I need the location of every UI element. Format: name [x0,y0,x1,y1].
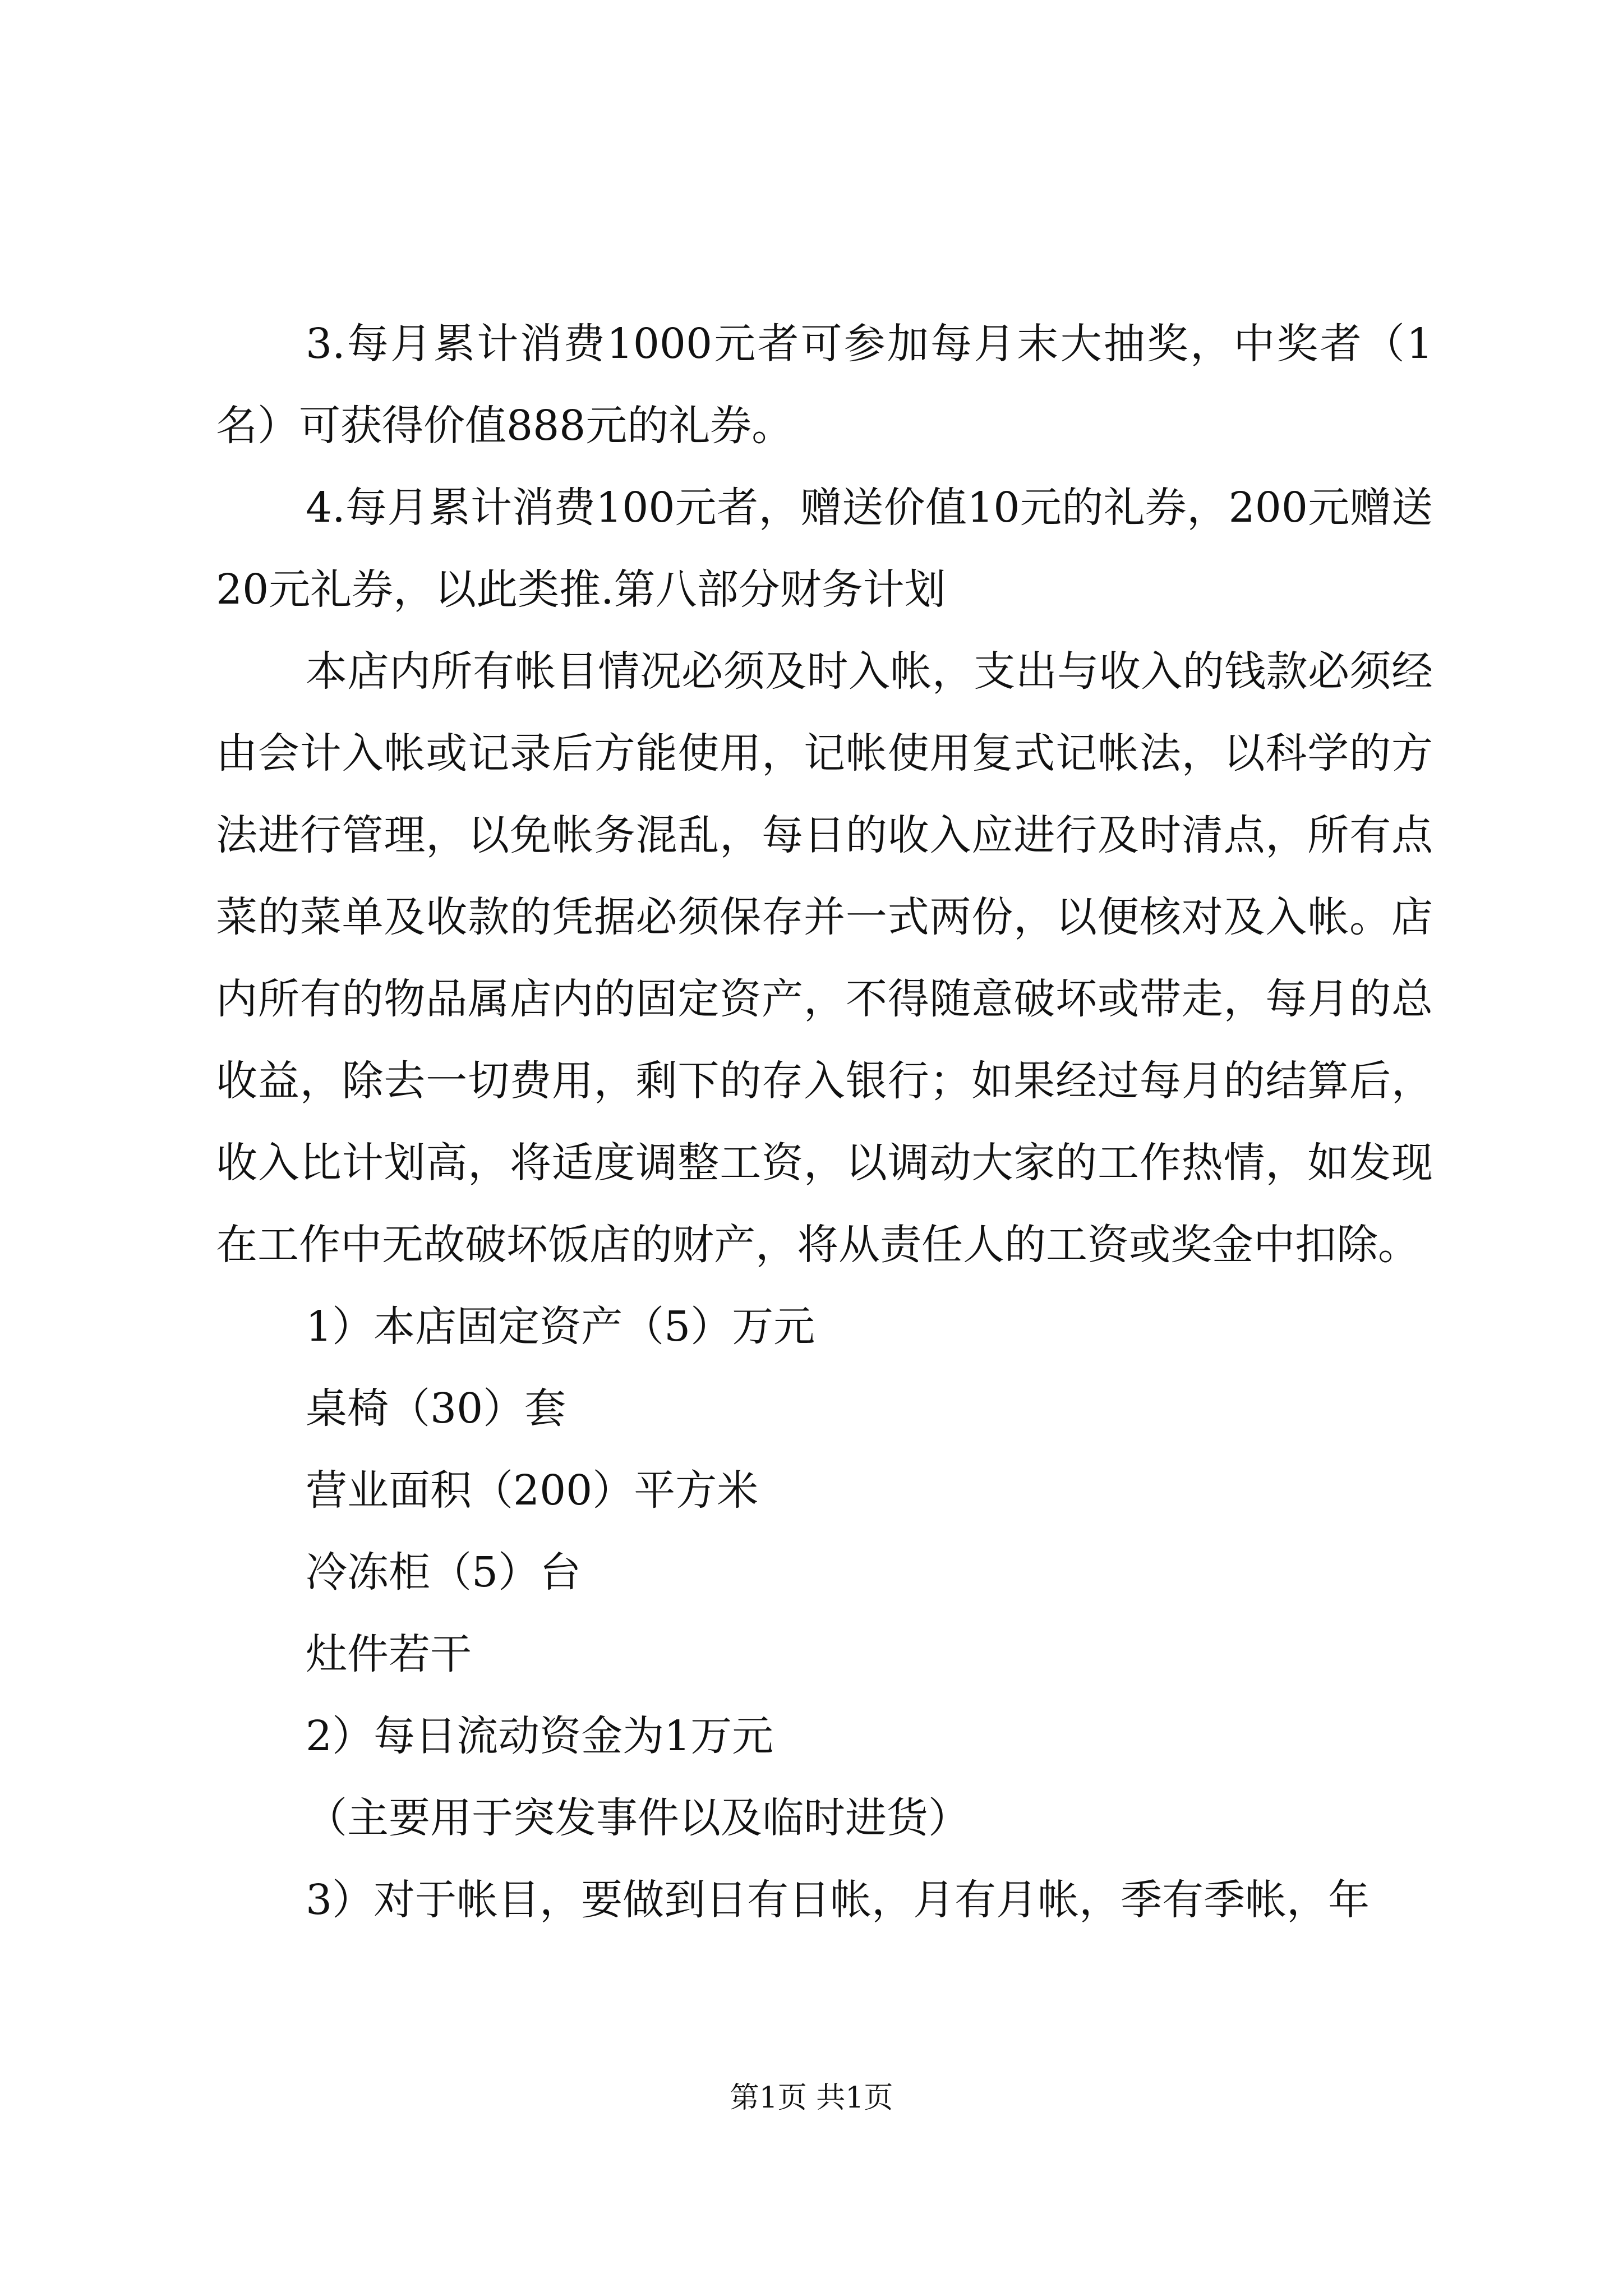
list-item-working-capital: 2）每日流动资金为1万元 [306,1712,774,1760]
paragraph-account-books: 3）对于帐目，要做到日有日帐，月有月帐，季有季帐，年 [306,1876,1370,1924]
list-item-capital-usage: （主要用于突发事件以及临时进货） [306,1794,970,1842]
list-item-business-area: 营业面积（200）平方米 [306,1466,759,1515]
list-item-stove-parts: 灶件若干 [306,1630,472,1678]
document-body [216,303,1433,1941]
list-item-fixed-assets: 1）本店固定资产（5）万元 [306,1303,815,1351]
page-footer: 第1页 共1页 [730,2081,893,2115]
list-item-tables-chairs: 桌椅（30）套 [306,1384,566,1433]
paragraph-monthly-lottery: 3.每月累计消费1000元者可参加每月末大抽奖，中奖者（1名）可获得价值888元的礼券。 [216,320,1433,450]
paragraph-accounting-rules: 本店内所有帐目情况必须及时入帐，支出与收入的钱款必须经由会计入帐或记录后方能使用，记帐使用复式记帐法，以科学的方法进行管理，以免帐务混乱，每日的收入应进行及时清点，所有点菜的菜单及收款的凭据必须保存并一式两份，以便核对及入帐。店内所有的物品属店内的固定资产，不得随意破坏或带走，每月的总收益，除去一切费用，剩下的存入银行；如果经过每月的结算后，收入比计划高，将适度调整工资，以调动大家的工作热情，如发现在工作中无故破坏饭店的财产，将从责任人的工资或奖金中扣除。 [216,647,1433,1269]
paragraph-monthly-coupon: 4.每月累计消费100元者，赠送价值10元的礼券，200元赠送20元礼券，以此类推.第八部分财务计划 [216,484,1433,614]
list-item-freezers: 冷冻柜（5）台 [306,1548,582,1596]
